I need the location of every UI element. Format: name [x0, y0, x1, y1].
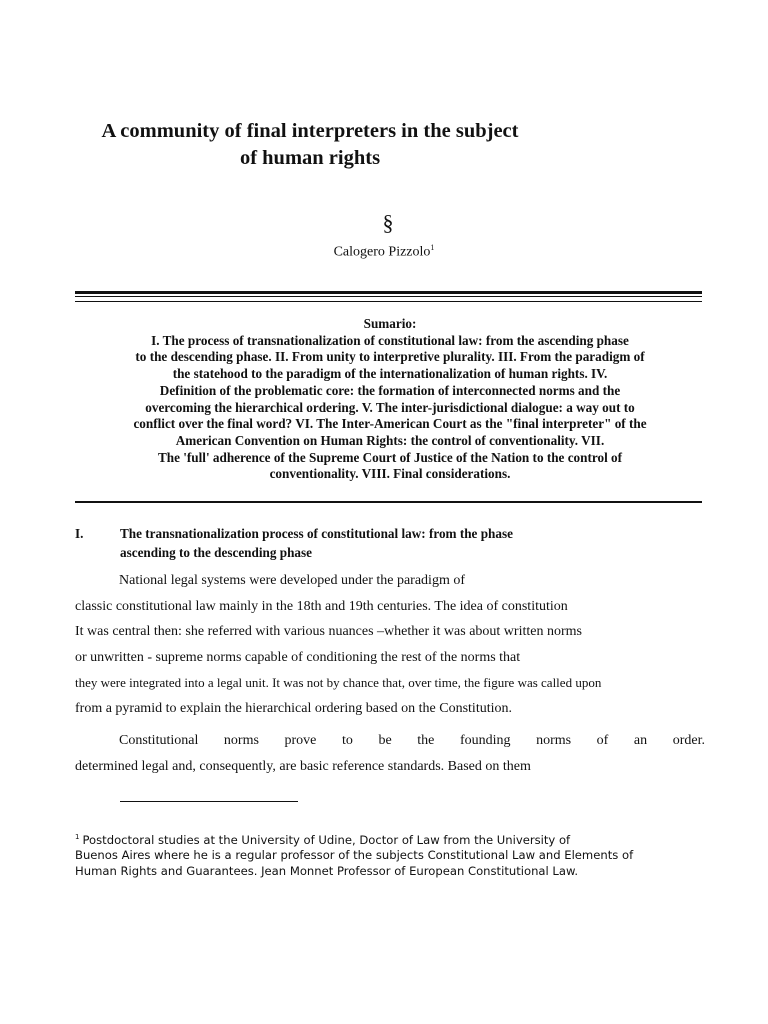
summary-rule	[75, 501, 702, 503]
footnote-line: Buenos Aires where he is a regular professor of the subjects Constitutional Law and Elements of	[75, 848, 634, 863]
section-mark: §	[382, 210, 394, 235]
author-line	[0, 243, 768, 261]
summary-line: to the descending phase. II. From unity to interpretive plurality. III. From the paradigm of	[135, 349, 645, 365]
footnote-text: Postdoctoral studies at the University of Udine, Doctor of Law from the University of	[82, 832, 571, 847]
paragraph-line: they were integrated into a legal unit. It was not by chance that, over time, the figure was called upon	[75, 675, 602, 690]
summary-line: conventionality. VIII. Final considerations.	[269, 466, 511, 482]
paragraph-line: Constitutional norms prove to be the founding norms of an order.	[119, 733, 705, 748]
summary-heading: Sumario:	[363, 316, 417, 331]
paragraph-line: It was central then: she referred with various nuances –whether it was about written norms	[75, 624, 582, 639]
summary-block	[70, 316, 710, 483]
paragraph-line: classic constitutional law mainly in the 18th and 19th centuries. The idea of constitution	[75, 598, 568, 614]
author-footnote-ref[interactable]: 1	[430, 243, 435, 252]
header-rule-thick	[75, 291, 702, 294]
summary-line: American Convention on Human Rights: the control of conventionality. VII.	[175, 432, 605, 448]
header-rule-thin-2	[75, 301, 702, 302]
section-1-heading-text	[120, 525, 720, 562]
summary-line: I. The process of transnationalization of constitutional law: from the ascending phase	[151, 332, 629, 348]
summary-line: the statehood to the paradigm of the internationalization of human rights. IV.	[172, 366, 608, 382]
document-title	[60, 118, 560, 172]
paragraph-1	[75, 568, 705, 721]
summary-line: conflict over the final word? VI. The Inter-American Court as the "final interpreter" of the	[133, 416, 647, 432]
footnote-line	[75, 830, 705, 848]
paragraph-2	[75, 728, 705, 779]
footnote-line: Human Rights and Guarantees. Jean Monnet Professor of European Constitutional Law.	[75, 863, 579, 878]
footnote-separator	[120, 801, 298, 802]
section-1-heading-line: ascending to the descending phase	[120, 544, 312, 560]
paragraph-line: determined legal and, consequently, are basic reference standards. Based on them	[75, 758, 531, 774]
footnote-1	[75, 830, 705, 879]
header-rule-thin-1	[75, 296, 702, 297]
summary-line: overcoming the hierarchical ordering. V. The inter-jurisdictional dialogue: a way out to	[145, 399, 635, 415]
section-1-heading-line: The transnationalization process of constitutional law: from the phase	[120, 526, 513, 541]
paragraph-line: National legal systems were developed under the paradigm of	[119, 573, 465, 588]
author-name: Calogero Pizzolo	[333, 244, 431, 260]
summary-line: The 'full' adherence of the Supreme Court of Justice of the Nation to the control of	[157, 449, 623, 465]
paragraph-line: from a pyramid to explain the hierarchical ordering based on the Constitution.	[75, 700, 512, 716]
summary-line: Definition of the problematic core: the formation of interconnected norms and the	[159, 382, 621, 398]
paragraph-line: or unwritten - supreme norms capable of conditioning the rest of the norms that	[75, 649, 521, 665]
title-line-1: A community of final interpreters in the subject	[101, 120, 519, 142]
title-line-2: of human rights	[239, 147, 381, 169]
section-1-number: I.	[75, 526, 84, 541]
footnote-marker: 1	[75, 833, 80, 841]
